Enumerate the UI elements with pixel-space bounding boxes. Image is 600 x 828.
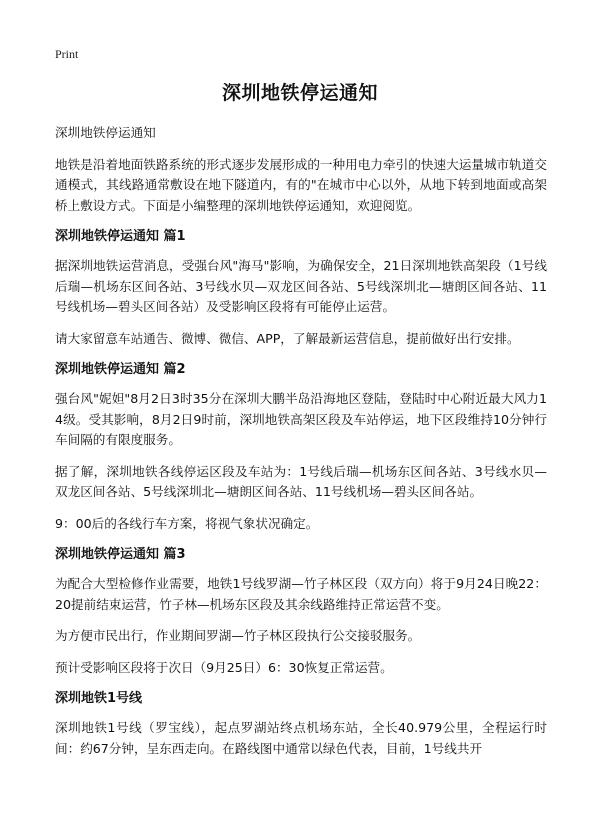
document-subtitle: 深圳地铁停运通知 [55,125,156,140]
page-title: 深圳地铁停运通知 [221,82,378,104]
section-heading: 深圳地铁停运通知 篇1 [55,229,186,244]
section-paragraph: 请大家留意车站通告、微博、微信、APP，了解最新运营信息，提前做好出行安排。 [55,330,520,346]
section-heading: 深圳地铁停运通知 篇2 [55,362,186,377]
intro-paragraph: 地铁是沿着地面铁路系统的形式逐步发展形成的一种用电力牵引的快速大运量城市轨道交通模式，其线路通常敷设在地下隧道内，有的"在城市中心以外，从地下转到地面或高架桥上敷设方式。下面是小编整理的深圳地铁停运通知，欢迎阅览。 [55,156,547,213]
section-paragraph: 深圳地铁1号线（罗宝线），起点罗湖站终点机场东站，全长40.979公里，全程运行时间：约67分钟，呈东西走向。在路线图中通常以绿色代表，目前，1号线共开 [55,720,547,756]
document-body [55,123,547,770]
section-paragraph: 为方便市民出行，作业期间罗湖—竹子林区段执行公交接驳服务。 [55,628,421,643]
section-paragraph: 预计受影响区段将于次日（9月25日）6：30恢复正常运营。 [55,659,393,675]
section-heading: 深圳地铁1号线 [55,691,143,706]
section-paragraph: 为配合大型检修作业需要，地铁1号线罗湖—竹子林区段（双方向）将于9月24日晚22：20提前结束运营，竹子林—机场东区段及其余线路维持正常运营不变。 [55,576,547,612]
print-link[interactable]: Print [55,47,79,61]
section-paragraph: 9：00后的各线行车方案，将视气象状况确定。 [55,515,319,531]
section-paragraph: 据了解，深圳地铁各线停运区段及车站为：1号线后瑞—机场东区间各站、3号线水贝—双龙区间各站、5号线深圳北—塘朗区间各站、11号线机场—碧头区间各站。 [55,463,547,499]
section-heading: 深圳地铁停运通知 篇3 [55,547,186,562]
section-paragraph: 强台风"妮妲"8月2日3时35分在深圳大鹏半岛沿海地区登陆，登陆时中心附近最大风力14级。受其影响，8月2日9时前，深圳地铁高架区段及车站停运，地下区段维持10分钟行车间隔的有限度服务。 [55,391,547,447]
section-paragraph: 据深圳地铁运营消息，受强台风"海马"影响，为确保安全，21日深圳地铁高架段（1号线后瑞—机场东区间各站、3号线水贝—双龙区间各站、5号线深圳北—塘朗区间各站、11号线机场—碧头区间各站）及受影响区段将有可能停止运营。 [55,258,547,314]
